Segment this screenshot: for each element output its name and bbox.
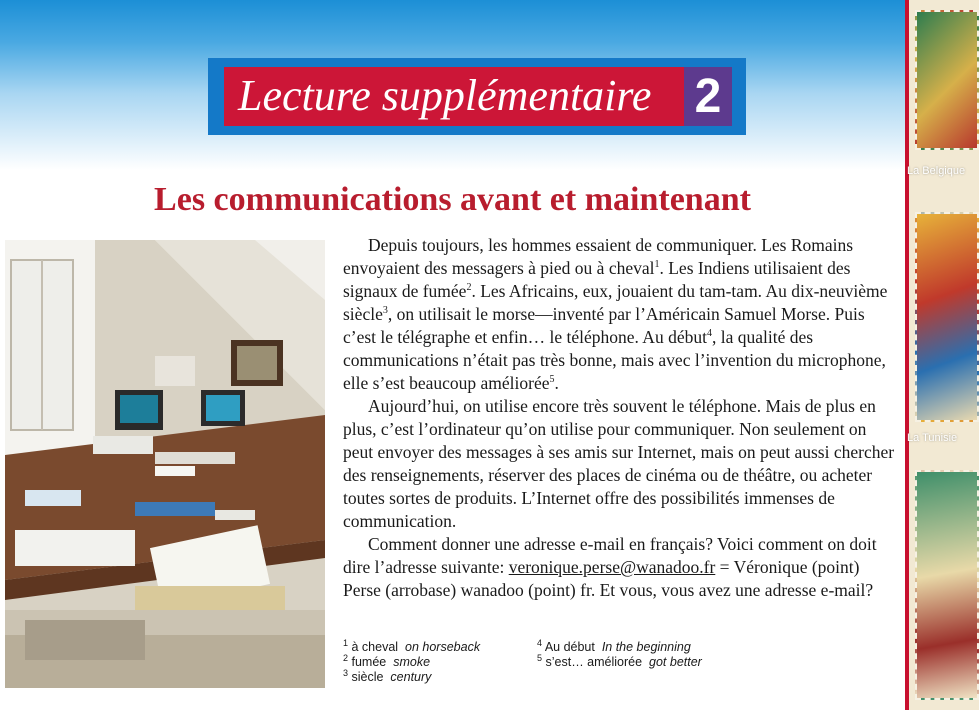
office-photo-illustration (5, 240, 325, 688)
footnote-term: Au début (544, 640, 595, 654)
footnote-ref-1: 1 (654, 259, 660, 271)
article-body (343, 234, 898, 602)
article-heading: Les communications avant et maintenant (154, 181, 751, 218)
footnote-term: fumée (351, 655, 387, 669)
footnote-3 (343, 667, 432, 685)
footnote-ref-2: 2 (466, 282, 472, 294)
footnote-ref-3: 3 (382, 305, 388, 317)
footnote-number: 2 (343, 652, 349, 663)
p1-text-4: , on utilisait le morse—inventé par l’Américain Samuel Morse. Puis c’est le télégraphe et enfin… le téléphone. Au début (343, 304, 865, 347)
office-photo (5, 240, 325, 688)
footnote-number: 5 (537, 652, 543, 663)
p1-text-3: . Les Africains, eux, jouaient du tam-tam. Au dix-neuvième siècle (343, 281, 888, 324)
p1-text-6: . (554, 373, 559, 393)
stamp-sidebar (905, 0, 979, 710)
paragraph-email (343, 533, 898, 602)
footnote-gloss: In the beginning (601, 640, 691, 654)
footnote-gloss: got better (649, 655, 702, 669)
p3-text-1: Comment donner une adresse e-mail en français? Voici comment on doit dire l’adresse suivante: (343, 534, 877, 577)
title-red-panel (224, 67, 684, 126)
section-number: 2 (694, 70, 722, 123)
footnote-term: à cheval (351, 640, 399, 654)
p1-text-1: Depuis toujours, les hommes essaient de communiquer. Les Romains envoyaient des messagers à pied ou à cheval (343, 235, 854, 278)
footnote-term: s’est… améliorée (545, 655, 643, 669)
section-title: Lecture supplémentaire (238, 71, 652, 120)
p1-text-5: , la qualité des communications n’était pas très bonne, mais avec l’invention du microphone, elle s’est beaucoup améliorée (343, 327, 886, 393)
footnote-term: siècle (351, 670, 384, 684)
footnote-number: 1 (343, 637, 349, 648)
footnote-number: 3 (343, 667, 349, 678)
paragraph-today: Aujourd’hui, on utilise encore très souvent le téléphone. Mais de plus en plus, c’est l’ordinateur qu’on utilise pour communiquer. Non seulement on peut envoyer des messages à ses amis sur Internet, mais on peut aussi chercher des renseignements, réserver des places de cinéma ou de théâtre, ou acheter toutes sortes de produits. L’Internet offre des possibilités immenses de communication. (343, 396, 895, 531)
title-banner (208, 58, 746, 135)
footnote-ref-5: 5 (549, 374, 555, 386)
title-number-panel (684, 67, 732, 126)
tunisia-stamp (915, 212, 979, 422)
footnote-gloss: century (390, 670, 432, 684)
footnote-number: 4 (537, 637, 543, 648)
footnote-ref-4: 4 (706, 328, 712, 340)
footnote-1 (343, 637, 481, 655)
sidebar-label-tunisie: La Tunisie (907, 432, 958, 444)
footnote-5 (537, 652, 702, 670)
sidebar-label-belgique: La Belgique (907, 165, 966, 177)
footnote-2 (343, 652, 431, 670)
footnote-gloss: smoke (393, 655, 431, 669)
email-address: veronique.perse@wanadoo.fr (508, 557, 716, 577)
paragraph-history (343, 234, 898, 395)
p3-text-2: = Véronique (point) Perse (arrobase) wanadoo (point) fr. Et vous, vous avez une adresse e-mail? (343, 557, 874, 600)
footnote-gloss: on horseback (405, 640, 481, 654)
footnote-4 (537, 637, 691, 655)
arabic-stamp (915, 470, 979, 700)
belgium-stamp (915, 10, 979, 150)
p1-text-2: . Les Indiens utilisaient des signaux de fumée (343, 258, 851, 301)
